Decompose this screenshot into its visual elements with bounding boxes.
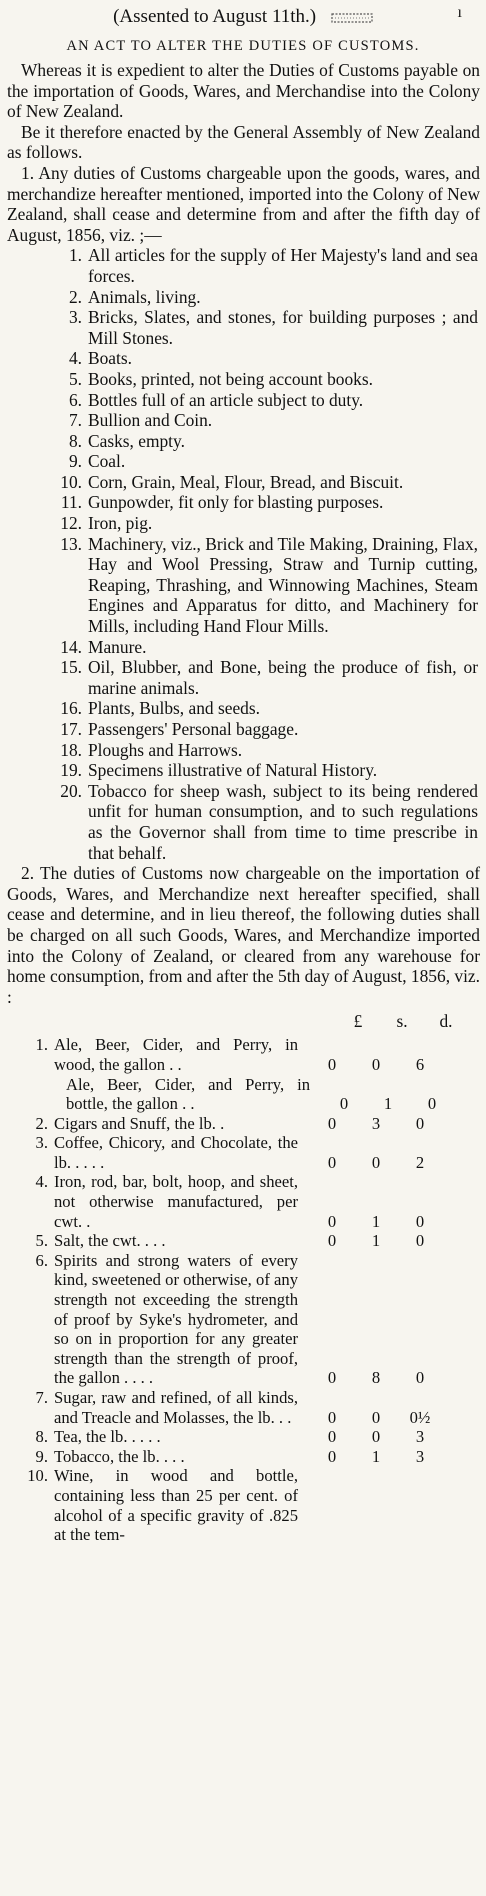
list-item xyxy=(0,513,478,534)
duty-number: 2. xyxy=(35,1113,48,1133)
list-item xyxy=(0,534,478,637)
pounds-value: 0 xyxy=(327,1407,337,1427)
list-item xyxy=(0,781,478,863)
duty-item: Coffee, Chicory, and Chocolate, the lb. . . . . xyxy=(54,1133,298,1172)
item-text: Bottles full of an article subject to duty. xyxy=(88,389,364,410)
list-item xyxy=(0,451,478,472)
table-row xyxy=(0,1388,486,1427)
duty-amount xyxy=(298,1447,442,1467)
item-number: 2. xyxy=(68,286,82,307)
item-number: 15. xyxy=(60,657,82,678)
shillings-value: 8 xyxy=(371,1368,381,1388)
table-row xyxy=(0,1114,486,1134)
shillings-value: 0 xyxy=(371,1427,381,1447)
duty-item: Salt, the cwt. . . . xyxy=(54,1231,166,1251)
duty-number xyxy=(0,1075,54,1114)
item-number: 20. xyxy=(60,780,82,801)
item-number: 10. xyxy=(60,471,82,492)
list-item xyxy=(0,657,478,698)
duty-amount xyxy=(298,1251,442,1388)
pence-value: 0 xyxy=(427,1094,437,1114)
pounds-value: 0 xyxy=(327,1427,337,1447)
item-text: Manure. xyxy=(88,636,147,657)
duty-amount xyxy=(298,1231,442,1251)
duty-item: Tobacco, the lb. . . . xyxy=(54,1446,185,1466)
list-item xyxy=(0,760,478,781)
pounds-value: 0 xyxy=(327,1446,337,1466)
duty-amount xyxy=(298,1133,442,1172)
list-item xyxy=(0,369,478,390)
pounds-value: 0 xyxy=(327,1152,337,1172)
list-item xyxy=(0,740,478,761)
item-text: Iron, pig. xyxy=(88,513,153,534)
item-number: 16. xyxy=(60,698,82,719)
item-text: Bricks, Slates, and stones, for building purposes ; and Mill Stones. xyxy=(88,307,478,348)
table-row xyxy=(0,1172,486,1231)
duty-number: 10. xyxy=(27,1466,48,1486)
table-row xyxy=(0,1133,486,1172)
duty-number: 5. xyxy=(35,1231,48,1251)
table-row xyxy=(0,1447,486,1467)
pence-value: 2 xyxy=(415,1152,425,1172)
duty-amount xyxy=(298,1035,442,1074)
pen-mark: ı xyxy=(457,4,462,21)
duty-item: Cigars and Snuff, the lb. . xyxy=(54,1113,225,1133)
section-1-text: 1. Any duties of Customs chargeable upon the goods, wares, and merchandize hereafter mentioned, imported into the Colony of New Zealand, shall cease and determine from and after the fifth day of August, 1856, viz. ;— xyxy=(7,162,480,245)
pounds-value: 0 xyxy=(327,1231,337,1251)
duties-list xyxy=(0,1035,486,1544)
item-number: 6. xyxy=(68,389,82,410)
duty-number: 4. xyxy=(35,1172,48,1192)
shillings-value: 1 xyxy=(371,1446,381,1466)
list-item xyxy=(0,245,478,286)
duty-item: Tea, the lb. . . . . xyxy=(54,1427,161,1447)
pence-value: 3 xyxy=(415,1427,425,1447)
duty-number: 6. xyxy=(35,1250,48,1270)
duty-item: Ale, Beer, Cider, and Perry, in bottle, the gallon . . xyxy=(66,1074,310,1114)
pounds-value: 0 xyxy=(327,1054,337,1074)
item-number: 17. xyxy=(60,719,82,739)
item-number: 5. xyxy=(68,368,82,389)
list-item xyxy=(0,492,478,513)
table-row xyxy=(0,1231,486,1251)
item-text: Machinery, viz., Brick and Tile Making, Draining, Flax, Hay and Wool Pressing, Straw and Turnip cutting, Reaping, Thrashing, and Winnowing Machines, Steam Engines and Apparatus for ditto, and Machinery for Mills, including Hand Flour Mills. xyxy=(88,533,478,637)
list-item xyxy=(0,307,478,348)
list-item xyxy=(0,719,478,740)
column-pounds: £ xyxy=(353,1011,363,1032)
assent-line xyxy=(0,0,486,32)
list-item xyxy=(0,637,478,658)
column-shillings: s. xyxy=(396,1011,408,1032)
duty-columns-header xyxy=(0,1011,486,1035)
item-text: Specimens illustrative of Natural History. xyxy=(88,760,378,781)
item-number: 19. xyxy=(60,760,82,781)
duty-amount xyxy=(310,1075,454,1114)
pence-value: 3 xyxy=(415,1446,425,1466)
duty-item: Wine, in wood and bottle, containing less than 25 per cent. of alcohol of a specific gravity of .825 at the tem- xyxy=(54,1466,298,1545)
list-item xyxy=(0,348,478,369)
duty-number: 7. xyxy=(35,1388,48,1407)
item-text: Ploughs and Harrows. xyxy=(88,739,243,760)
assent-text: (Assented to August 11th.) xyxy=(113,6,317,27)
table-row xyxy=(0,1466,486,1544)
item-text: Corn, Grain, Meal, Flour, Bread, and Biscuit. xyxy=(88,471,404,492)
duty-item: Sugar, raw and refined, of all kinds, and Treacle and Molasses, the lb. . . xyxy=(54,1388,298,1427)
item-number: 3. xyxy=(68,307,82,328)
shillings-value: 1 xyxy=(371,1231,381,1251)
item-text: Books, printed, not being account books. xyxy=(88,368,373,389)
pence-value: 0 xyxy=(415,1113,425,1133)
column-pence: d. xyxy=(439,1011,453,1032)
duty-number: 1. xyxy=(35,1035,48,1055)
ornament-icon xyxy=(331,12,373,24)
pounds-value: 0 xyxy=(327,1113,337,1133)
item-text: Plants, Bulbs, and seeds. xyxy=(88,698,260,719)
item-number: 1. xyxy=(68,245,82,266)
duty-item: Ale, Beer, Cider, and Perry, in wood, the gallon . . xyxy=(54,1035,298,1074)
item-text: Casks, empty. xyxy=(88,430,185,451)
shillings-value: 1 xyxy=(383,1094,393,1114)
duty-item: Iron, rod, bar, bolt, hoop, and sheet, not otherwise manufactured, per cwt. . xyxy=(54,1172,298,1231)
list-item xyxy=(0,698,478,719)
pence-value: 0 xyxy=(415,1211,425,1231)
item-number: 14. xyxy=(60,636,82,657)
duty-number: 8. xyxy=(35,1427,48,1447)
item-text: Tobacco for sheep wash, subject to its being rendered unfit for human consumption, and to such regulations as the Governor shall from time to time prescribe in that behalf. xyxy=(88,780,478,863)
table-row xyxy=(0,1035,486,1074)
shillings-value: 3 xyxy=(371,1113,381,1133)
preamble-whereas: Whereas it is expedient to alter the Duties of Customs payable on the importation of Goods, Wares, and Merchandise into the Colony of New Zealand. xyxy=(7,60,480,122)
item-text: Animals, living. xyxy=(88,286,201,307)
duty-number: 9. xyxy=(35,1446,48,1466)
item-text: All articles for the supply of Her Majesty's land and sea forces. xyxy=(88,245,478,286)
item-text: Passengers' Personal baggage. xyxy=(88,719,299,739)
item-number: 13. xyxy=(60,533,82,554)
item-number: 11. xyxy=(60,492,82,513)
duty-amount xyxy=(298,1172,442,1231)
item-number: 12. xyxy=(60,513,82,534)
item-number: 18. xyxy=(60,739,82,760)
list-item xyxy=(0,390,478,411)
duty-number: 3. xyxy=(35,1133,48,1153)
shillings-value: 1 xyxy=(371,1211,381,1231)
list-item xyxy=(0,287,478,308)
item-number: 7. xyxy=(68,410,82,431)
duty-amount xyxy=(298,1388,442,1427)
item-text: Oil, Blubber, and Bone, being the produce of fish, or marine animals. xyxy=(88,657,478,698)
duty-amount xyxy=(298,1427,442,1447)
table-row xyxy=(0,1075,486,1114)
item-text: Gunpowder, fit only for blasting purposes. xyxy=(88,492,384,513)
item-number: 9. xyxy=(68,451,82,472)
duty-amount xyxy=(298,1114,442,1134)
duty-item: Spirits and strong waters of every kind, sweetened or otherwise, of any strength not exceeding the strength of proof by Syke's hydrometer, and so on in proportion for any greater strength than the strength of proof, the gallon . . . . xyxy=(54,1250,298,1388)
duty-amount xyxy=(298,1466,442,1544)
list-item xyxy=(0,431,478,452)
item-text: Coal. xyxy=(88,451,126,472)
pounds-value: 0 xyxy=(327,1211,337,1231)
section-2-text: 2. The duties of Customs now chargeable on the importation of Goods, Wares, and Merchandize next hereafter specified, shall cease and determine, and in lieu thereof, the following duties shall be charged on all such Goods, Wares, and Merchandize imported into the Colony of Zealand, or cleared from any warehouse for home consumption, from and after the 5th day of August, 1856, viz. : xyxy=(7,863,480,1007)
pence-value: 0½ xyxy=(409,1407,431,1427)
item-number: 4. xyxy=(68,348,82,369)
pounds-value: 0 xyxy=(339,1094,349,1114)
table-row xyxy=(0,1251,486,1388)
list-item xyxy=(0,410,478,431)
preamble-enacted: Be it therefore enacted by the General Assembly of New Zealand as follows. xyxy=(7,121,480,163)
table-row xyxy=(0,1427,486,1447)
act-title: AN ACT TO ALTER THE DUTIES OF CUSTOMS. xyxy=(66,38,420,54)
shillings-value: 0 xyxy=(371,1152,381,1172)
pounds-value: 0 xyxy=(327,1368,337,1388)
item-number: 8. xyxy=(68,430,82,451)
pence-value: 0 xyxy=(415,1231,425,1251)
list-item xyxy=(0,472,478,493)
shillings-value: 0 xyxy=(371,1054,381,1074)
exempt-items-list xyxy=(0,245,486,863)
shillings-value: 0 xyxy=(371,1407,381,1427)
item-text: Bullion and Coin. xyxy=(88,410,213,431)
pence-value: 0 xyxy=(415,1368,425,1388)
item-text: Boats. xyxy=(88,348,132,369)
pence-value: 6 xyxy=(415,1054,425,1074)
